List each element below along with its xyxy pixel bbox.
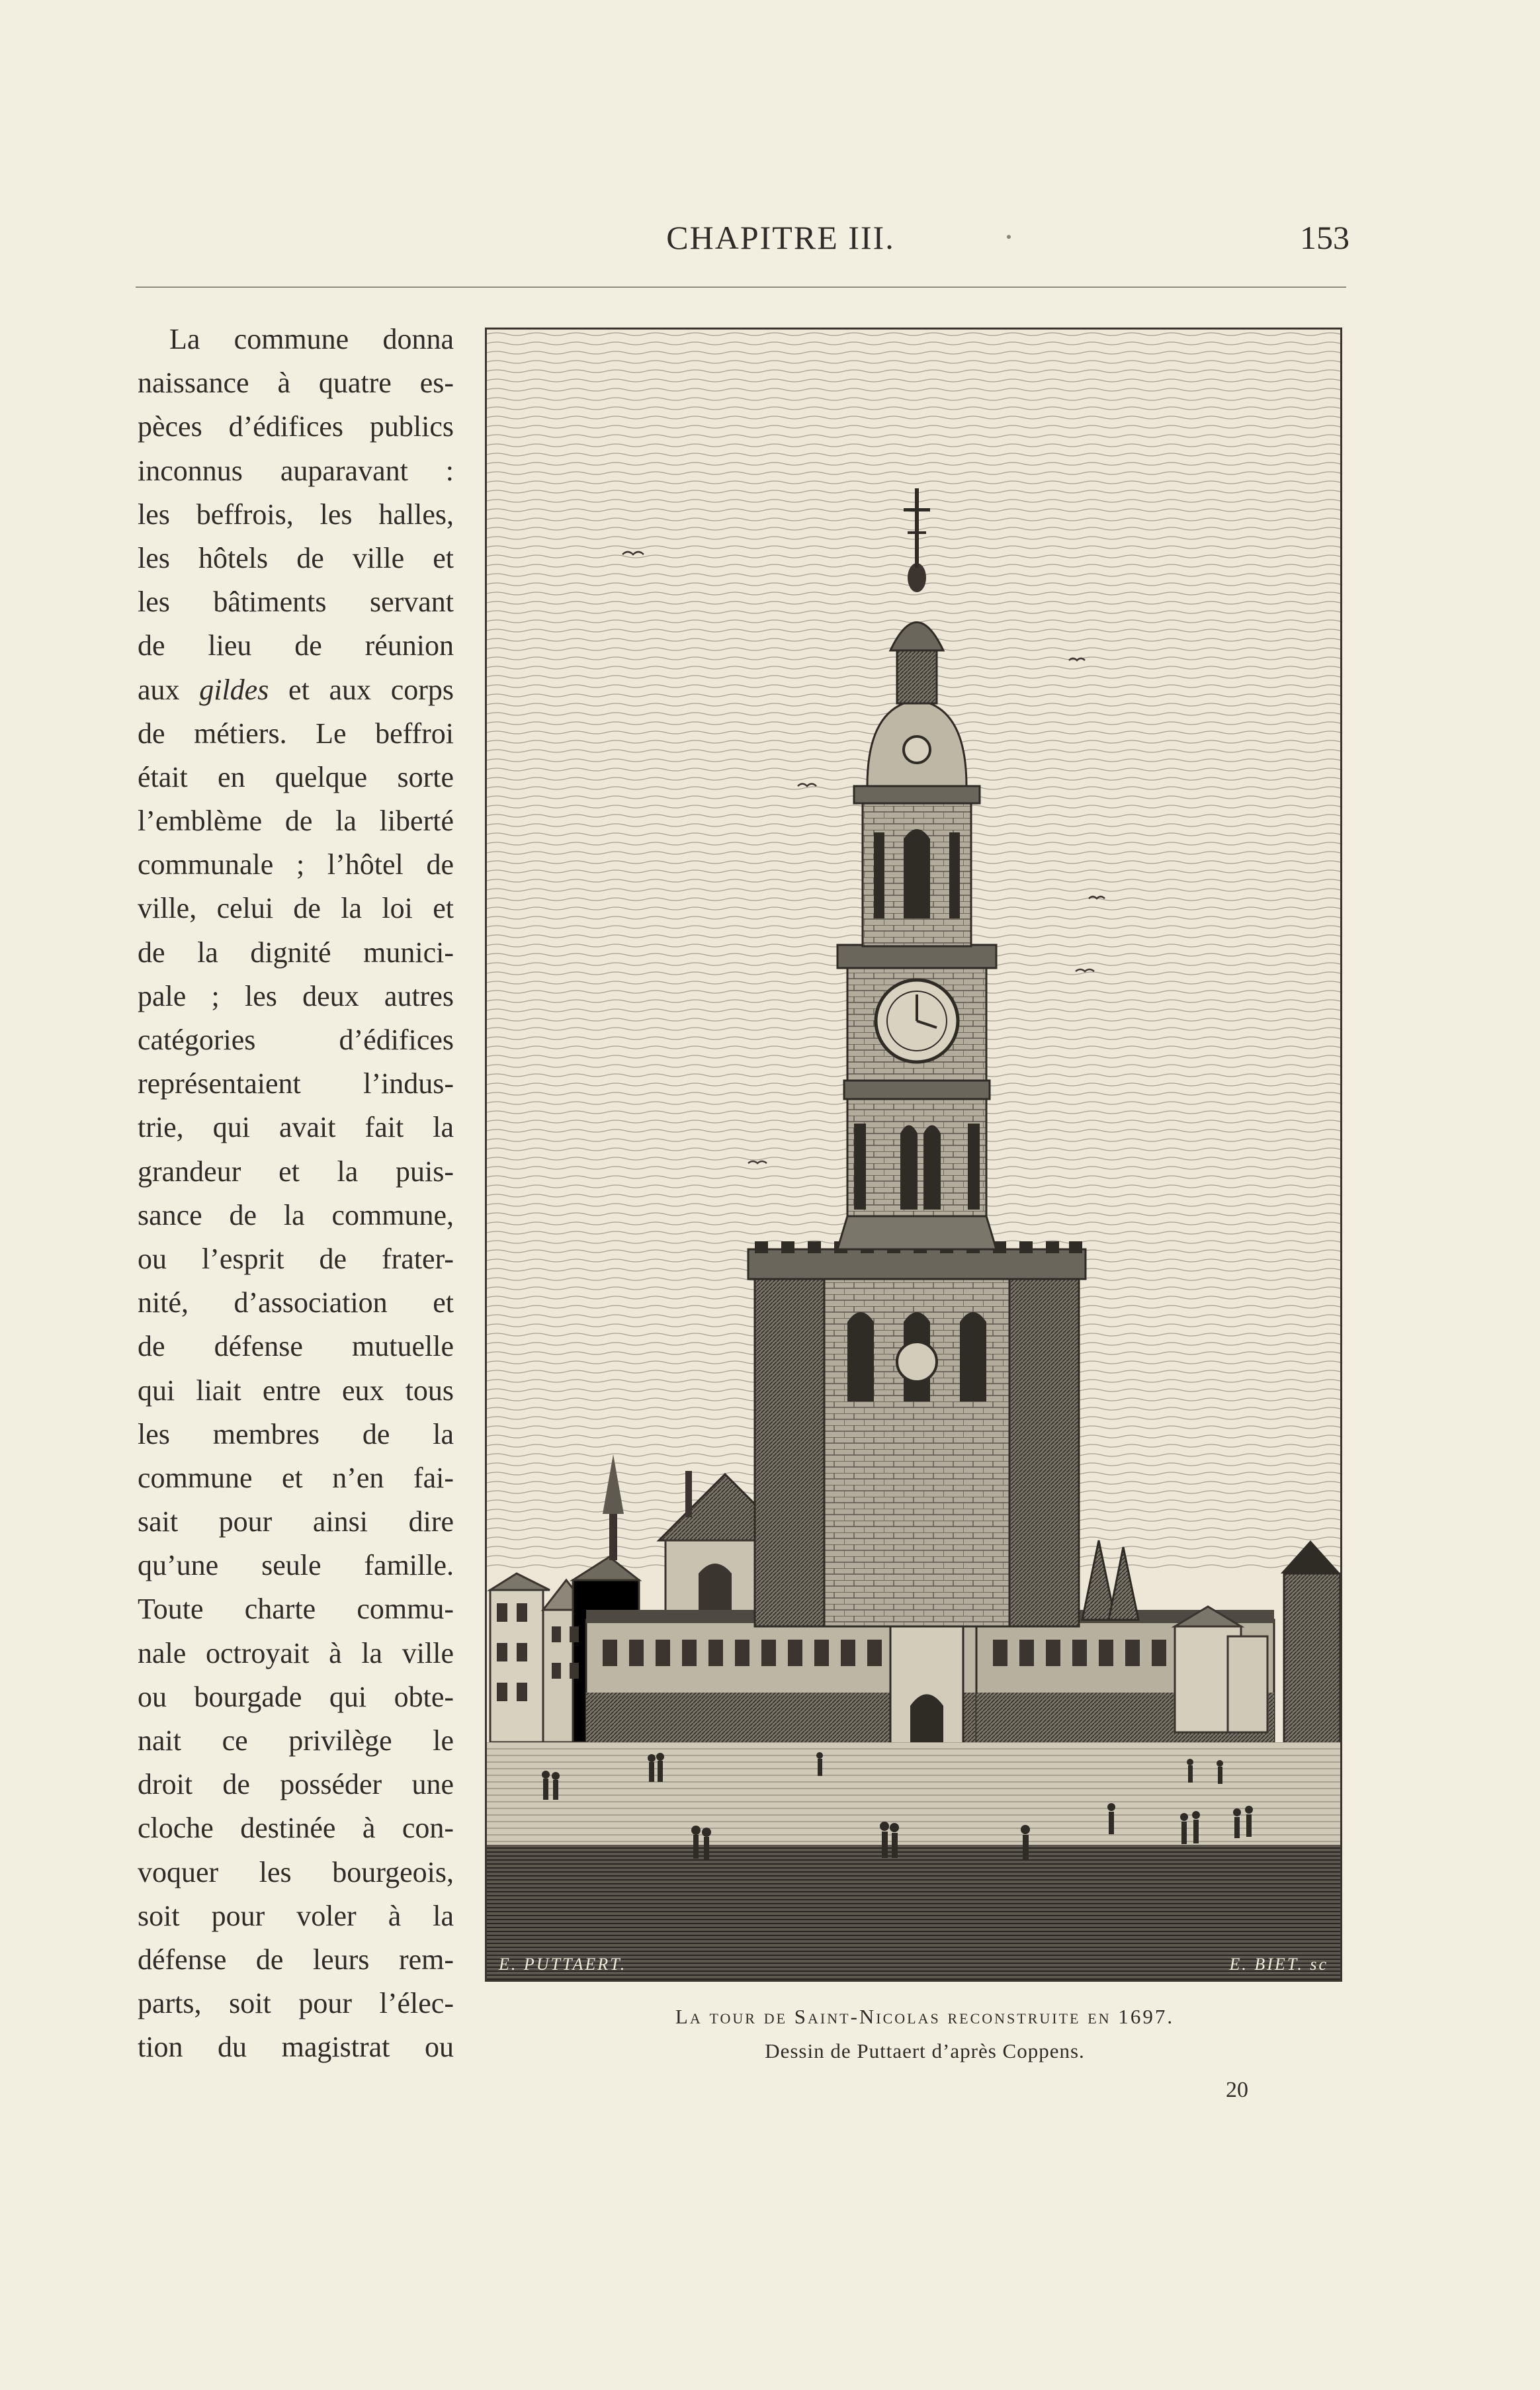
text-line: nité, d’association et xyxy=(138,1286,454,1319)
text-line: les bâtiments servant xyxy=(138,586,454,619)
text-line: pèces d’édifices publics xyxy=(138,410,454,443)
figure-credit: Dessin de Puttaert d’après Coppens. xyxy=(765,2039,1085,2062)
text-line: les beffrois, les halles, xyxy=(138,498,454,531)
tower-engraving-drawing xyxy=(487,330,1340,1980)
engraver-signature-right: E. BIET. sc xyxy=(1229,1955,1328,1974)
text-line: qu’une seule famille. xyxy=(138,1549,454,1582)
text-line: Toute charte commu- xyxy=(138,1593,454,1626)
page-number: 153 xyxy=(1300,219,1349,256)
text-line: les membres de la xyxy=(138,1417,454,1450)
text-line: nale octroyait à la ville xyxy=(138,1636,454,1669)
text-line: de lieu de réunion xyxy=(138,629,454,662)
running-header-title: CHAPITRE III. xyxy=(666,219,895,256)
figure-caption: La tour de Saint-Nicolas reconstruite en 1697. xyxy=(675,2005,1175,2028)
text-line: les hôtels de ville et xyxy=(138,541,454,574)
signature-mark: 20 xyxy=(1226,2078,1248,2102)
text-line: soit pour voler à la xyxy=(138,1899,454,1932)
text-fragment: et aux corps xyxy=(288,673,454,706)
text-line: l’emblème de la liberté xyxy=(138,805,454,838)
market-halls xyxy=(586,1610,1274,1746)
engraver-signature-left: E. PUTTAERT. xyxy=(499,1955,627,1974)
text-line: ou bourgade qui obte- xyxy=(138,1680,454,1713)
text-line: trie, qui avait fait la xyxy=(138,1111,454,1144)
text-line: grandeur et la puis- xyxy=(138,1155,454,1188)
text-line: communale ; l’hôtel de xyxy=(138,848,454,881)
text-line: pale ; les deux autres xyxy=(138,979,454,1012)
text-fragment: aux xyxy=(138,673,180,706)
text-line: représentaient l’indus- xyxy=(138,1067,454,1100)
text-line: commune et n’en fai- xyxy=(138,1461,454,1494)
header-rule xyxy=(136,287,1346,288)
text-line: inconnus auparavant : xyxy=(138,454,454,487)
text-line: tion du magistrat ou xyxy=(138,2031,454,2064)
text-line: défense de leurs rem- xyxy=(138,1943,454,1976)
header-ornament-dot xyxy=(1007,235,1011,239)
text-line: ou l’esprit de frater- xyxy=(138,1242,454,1275)
text-line: parts, soit pour l’élec- xyxy=(138,1987,454,2020)
text-line: de défense mutuelle xyxy=(138,1330,454,1363)
text-line: voquer les bourgeois, xyxy=(138,1855,454,1888)
text-line: droit de posséder une xyxy=(138,1768,454,1801)
text-line: naissance à quatre es- xyxy=(138,367,454,400)
tower-base xyxy=(748,1241,1086,1626)
text-line: catégories d’édifices xyxy=(138,1024,454,1056)
text-line: qui liait entre eux tous xyxy=(138,1374,454,1407)
tower-shaft xyxy=(837,945,996,1249)
text-line: de la dignité munici- xyxy=(138,936,454,969)
text-line xyxy=(138,668,454,712)
text-line: sance de la commune, xyxy=(138,1198,454,1231)
text-line: La commune donna xyxy=(169,323,454,355)
body-text-column xyxy=(138,318,454,2070)
text-line: cloche destinée à con- xyxy=(138,1812,454,1845)
tower-engraving xyxy=(485,328,1342,1982)
text-line: sait pour ainsi dire xyxy=(138,1505,454,1538)
text-line: nait ce privilège le xyxy=(138,1724,454,1757)
italic-term: gildes xyxy=(199,673,269,706)
text-line: était en quelque sorte xyxy=(138,760,454,793)
text-line: ville, celui de la loi et xyxy=(138,892,454,925)
text-line: de métiers. Le beffroi xyxy=(138,717,454,750)
